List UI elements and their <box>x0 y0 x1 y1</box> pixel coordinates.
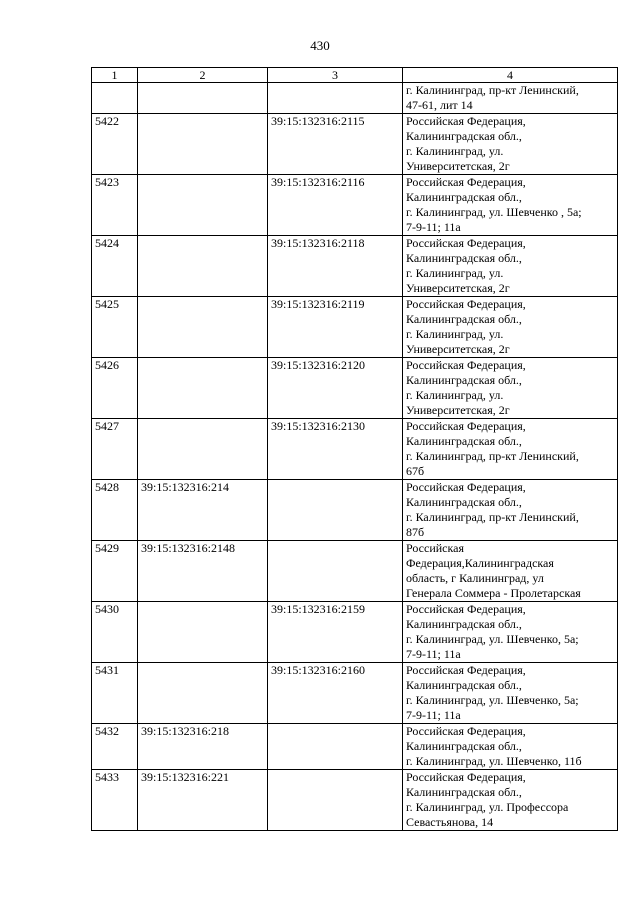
row-number-cell: 5433 <box>92 770 138 831</box>
table-row <box>92 724 618 770</box>
address-line: 7-9-11; 11а <box>406 708 461 722</box>
address-line: Российская Федерация, <box>406 770 526 784</box>
cadastral-number-cell: 39:15:132316:218 <box>138 724 268 770</box>
address-line: Калининградская обл., <box>406 617 522 631</box>
table-row <box>92 236 618 297</box>
address-cell <box>403 419 618 480</box>
row-number-cell: 5429 <box>92 541 138 602</box>
cadastral-number-cell <box>138 419 268 480</box>
address-line: Калининградская обл., <box>406 190 522 204</box>
table-row <box>92 419 618 480</box>
table-row <box>92 663 618 724</box>
row-number-cell: 5430 <box>92 602 138 663</box>
address-line: 7-9-11; 11а <box>406 647 461 661</box>
address-line: г. Калининград, пр-кт Ленинский, <box>406 83 579 97</box>
address-line: Российская Федерация, <box>406 114 526 128</box>
row-number-cell: 5422 <box>92 114 138 175</box>
address-line: Российская Федерация, <box>406 175 526 189</box>
cadastral-number-cell <box>138 602 268 663</box>
address-cell <box>403 175 618 236</box>
address-line: Российская Федерация, <box>406 358 526 372</box>
table-row <box>92 480 618 541</box>
registry-table <box>91 67 618 831</box>
address-line: Российская Федерация, <box>406 419 526 433</box>
address-line: г. Калининград, ул. <box>406 144 504 158</box>
address-line: Калининградская обл., <box>406 251 522 265</box>
cadastral-number-cell <box>268 83 403 114</box>
address-line: Университетская, 2г <box>406 159 510 173</box>
cadastral-number-cell: 39:15:132316:2116 <box>268 175 403 236</box>
cadastral-number-cell <box>268 724 403 770</box>
address-cell <box>403 770 618 831</box>
cadastral-number-cell <box>138 236 268 297</box>
address-line: Российская Федерация, <box>406 297 526 311</box>
cadastral-number-cell: 39:15:132316:2118 <box>268 236 403 297</box>
column-header: 2 <box>138 68 268 83</box>
cadastral-number-cell <box>138 663 268 724</box>
cadastral-number-cell <box>138 83 268 114</box>
address-line: Российская Федерация, <box>406 480 526 494</box>
row-number-cell: 5432 <box>92 724 138 770</box>
address-line: г. Калининград, ул. Шевченко, 5а; <box>406 632 579 646</box>
address-line: г. Калининград, ул. Профессора <box>406 800 569 814</box>
address-line: Калининградская обл., <box>406 434 522 448</box>
cadastral-number-cell: 39:15:132316:221 <box>138 770 268 831</box>
address-line: Калининградская обл., <box>406 739 522 753</box>
address-cell <box>403 480 618 541</box>
row-number-cell: 5426 <box>92 358 138 419</box>
address-cell <box>403 297 618 358</box>
cadastral-number-cell: 39:15:132316:2160 <box>268 663 403 724</box>
cadastral-number-cell <box>268 480 403 541</box>
row-number-cell: 5423 <box>92 175 138 236</box>
column-header: 4 <box>403 68 618 83</box>
cadastral-number-cell: 39:15:132316:2159 <box>268 602 403 663</box>
cadastral-number-cell: 39:15:132316:2120 <box>268 358 403 419</box>
cadastral-number-cell <box>138 297 268 358</box>
address-line: 67б <box>406 464 425 478</box>
address-line: Университетская, 2г <box>406 403 510 417</box>
table-row <box>92 83 618 114</box>
address-line: Российская Федерация, <box>406 724 526 738</box>
table-header-row <box>92 68 618 83</box>
address-line: область, г Калининград, ул <box>406 571 544 585</box>
table-row <box>92 297 618 358</box>
address-line: г. Калининград, пр-кт Ленинский, <box>406 510 579 524</box>
address-line: г. Калининград, ул. <box>406 388 504 402</box>
row-number-cell: 5425 <box>92 297 138 358</box>
address-line: Генерала Соммера - Пролетарская <box>406 586 581 600</box>
address-line: г. Калининград, ул. Шевченко, 11б <box>406 754 582 768</box>
table-row <box>92 602 618 663</box>
column-header: 3 <box>268 68 403 83</box>
address-line: Калининградская обл., <box>406 373 522 387</box>
address-line: Университетская, 2г <box>406 342 510 356</box>
address-cell <box>403 358 618 419</box>
address-cell <box>403 663 618 724</box>
address-line: Российская Федерация, <box>406 602 526 616</box>
address-cell <box>403 724 618 770</box>
table-row <box>92 541 618 602</box>
row-number-cell: 5424 <box>92 236 138 297</box>
cadastral-number-cell: 39:15:132316:2119 <box>268 297 403 358</box>
column-header: 1 <box>92 68 138 83</box>
cadastral-number-cell <box>138 358 268 419</box>
cadastral-number-cell: 39:15:132316:2115 <box>268 114 403 175</box>
address-line: Российская Федерация, <box>406 236 526 250</box>
address-line: Федерация,Калининградская <box>406 556 554 570</box>
address-line: Калининградская обл., <box>406 678 522 692</box>
cadastral-number-cell <box>268 541 403 602</box>
address-line: Российская <box>406 541 464 555</box>
cadastral-number-cell <box>138 175 268 236</box>
address-cell <box>403 83 618 114</box>
address-line: Калининградская обл., <box>406 129 522 143</box>
cadastral-number-cell: 39:15:132316:2130 <box>268 419 403 480</box>
row-number-cell: 5428 <box>92 480 138 541</box>
address-cell <box>403 236 618 297</box>
cadastral-number-cell: 39:15:132316:2148 <box>138 541 268 602</box>
row-number-cell: 5427 <box>92 419 138 480</box>
address-line: г. Калининград, ул. <box>406 266 504 280</box>
address-cell <box>403 114 618 175</box>
cadastral-number-cell <box>138 114 268 175</box>
row-number-cell: 5431 <box>92 663 138 724</box>
address-cell <box>403 602 618 663</box>
table-row <box>92 175 618 236</box>
row-number-cell <box>92 83 138 114</box>
table-row <box>92 770 618 831</box>
table-row <box>92 114 618 175</box>
address-line: Российская Федерация, <box>406 663 526 677</box>
cadastral-number-cell: 39:15:132316:214 <box>138 480 268 541</box>
address-line: 47-61, лит 14 <box>406 98 473 112</box>
address-line: г. Калининград, ул. Шевченко , 5а; <box>406 205 582 219</box>
address-line: Калининградская обл., <box>406 312 522 326</box>
address-line: Севастьянова, 14 <box>406 815 494 829</box>
address-cell <box>403 541 618 602</box>
address-line: Калининградская обл., <box>406 785 522 799</box>
table-row <box>92 358 618 419</box>
cadastral-number-cell <box>268 770 403 831</box>
address-line: г. Калининград, ул. <box>406 327 504 341</box>
address-line: 87б <box>406 525 425 539</box>
address-line: Университетская, 2г <box>406 281 510 295</box>
address-line: г. Калининград, ул. Шевченко, 5а; <box>406 693 579 707</box>
address-line: Калининградская обл., <box>406 495 522 509</box>
address-line: 7-9-11; 11а <box>406 220 461 234</box>
page-number: 430 <box>310 38 330 53</box>
address-line: г. Калининград, пр-кт Ленинский, <box>406 449 579 463</box>
